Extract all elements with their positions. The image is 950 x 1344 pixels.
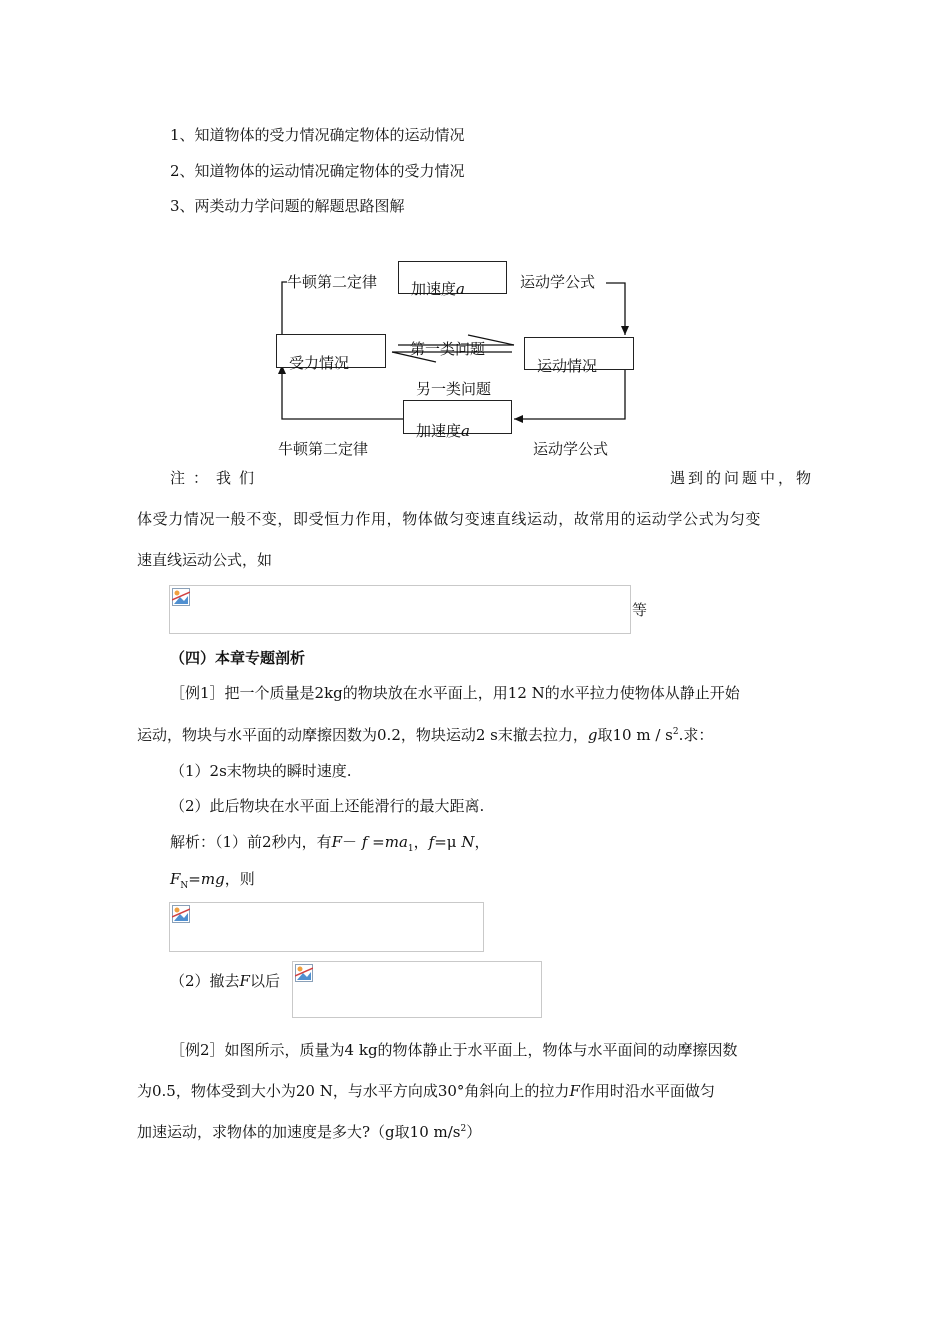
note-etc: 等 — [632, 601, 648, 619]
first-type-label: 第一类问题 — [410, 340, 486, 358]
motion-box-label: 运动情况 — [537, 357, 598, 375]
note-line3: 速直线运动公式，如 — [137, 551, 273, 569]
example1-solution-line1: 解析：（1）前2秒内，有$F- f =ma_1$，f=μ N， — [170, 833, 490, 854]
example1-part2: （2）撤去F以后 — [170, 972, 280, 990]
kinematics-label-bottom: 运动学公式 — [533, 440, 609, 458]
arrow-motion-to-accel-bottom — [514, 370, 625, 419]
example1-question2: （2）此后物块在水平面上还能滑行的最大距离. — [170, 797, 485, 815]
example2-line1: ［例2］如图所示，质量为4 kg的物体静止于水平面上，物体与水平面间的动摩擦因数 — [170, 1041, 738, 1059]
motion-box — [524, 337, 634, 375]
broken-image-icon — [295, 964, 313, 982]
force-box-label: 受力情况 — [289, 354, 350, 372]
list-item-3: 3、两类动力学问题的解题思路图解 — [170, 197, 405, 215]
other-type-label: 另一类问题 — [416, 380, 492, 398]
example1-line1: ［例1］把一个质量是2kg的物块放在水平面上，用12 N的水平拉力使物体从静止开始 — [170, 684, 740, 702]
example1-line2: 运动，物块与水平面的动摩擦因数为0.2，物块运动2 s末撤去拉力，g取10 m / $s^2$.求： — [137, 726, 714, 744]
list-item-1: 1、知道物体的受力情况确定物体的运动情况 — [170, 126, 465, 144]
formula-image-placeholder — [169, 585, 631, 634]
newton-label-bottom: 牛顿第二定律 — [278, 440, 369, 458]
example1-question1: （1）2s末物块的瞬时速度. — [170, 762, 352, 780]
accel-box-top — [398, 261, 507, 298]
example1-solution-line2: $F_N=mg$，则 — [170, 870, 255, 891]
kinematics-label-top: 运动学公式 — [520, 273, 596, 291]
example2-line3: 加速运动，求物体的加速度是多大?（g取10 $m/s^2$） — [137, 1123, 482, 1141]
accel-top-label: 加速度a — [411, 280, 465, 298]
list-item-2: 2、知道物体的运动情况确定物体的受力情况 — [170, 162, 465, 180]
note-line2: 体受力情况一般不变，即受恒力作用，物体做匀变速直线运动，故常用的运动学公式为匀变 — [137, 510, 762, 528]
solution-image-placeholder-1 — [169, 902, 484, 952]
note-line1-right: 遇到的问题中，物 — [670, 469, 815, 487]
accel-box-bottom — [403, 400, 512, 440]
newton-label-top: 牛顿第二定律 — [287, 273, 378, 291]
solution-image-placeholder-2 — [292, 961, 542, 1018]
arrow-accel-bottom-to-force — [282, 365, 403, 419]
arrow-kinematics-to-motion — [606, 283, 625, 335]
note-line1-left: 注：我们 — [170, 469, 263, 487]
broken-image-icon — [172, 588, 190, 606]
force-box — [276, 334, 386, 372]
accel-bottom-label: 加速度a — [416, 422, 470, 440]
section-heading: （四）本章专题剖析 — [170, 649, 306, 667]
example2-line2: 为0.5，物体受到大小为20 N，与水平方向成30°角斜向上的拉力F作用时沿水平面做匀 — [137, 1082, 715, 1100]
broken-image-icon — [172, 905, 190, 923]
